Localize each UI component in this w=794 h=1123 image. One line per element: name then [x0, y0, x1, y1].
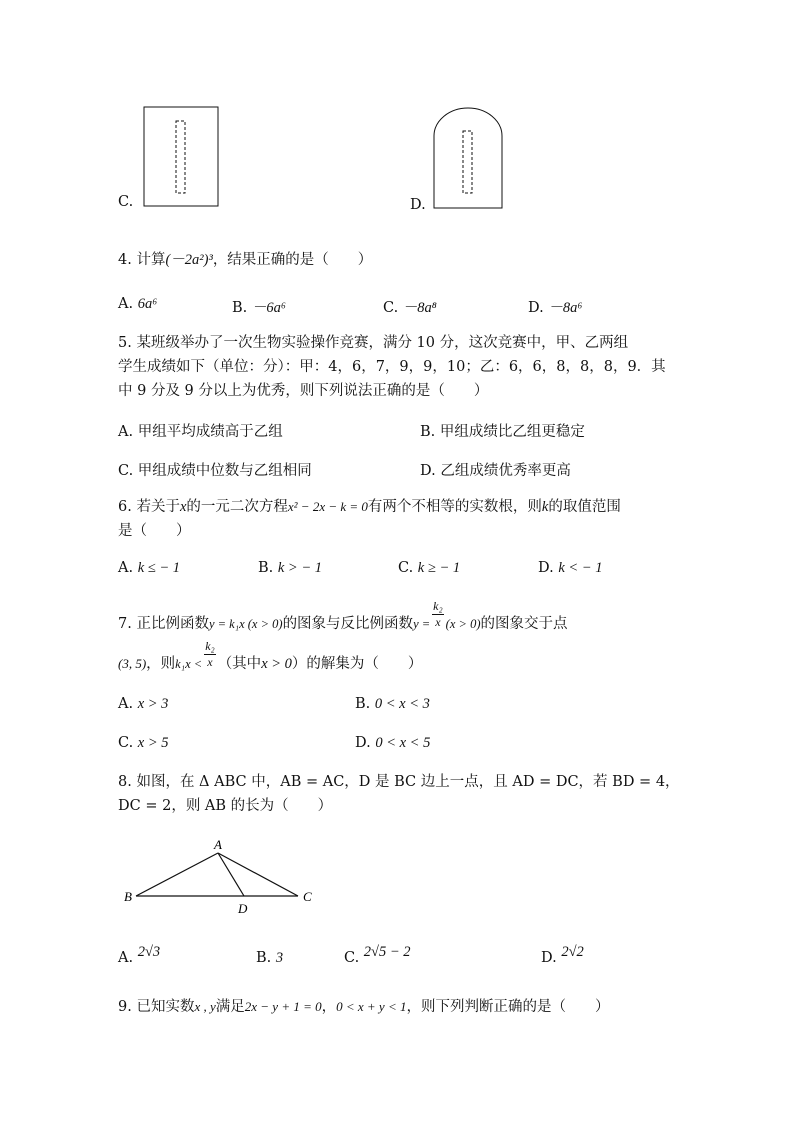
q6-option-d: D. k < − 1	[538, 560, 603, 576]
q8-option-d: D. 2√2	[541, 944, 584, 966]
q7-fraction: $\frac{\text{k₂}}{x}$	[433, 599, 443, 629]
q5-stem-line3: 中 9 分及 9 分以上为优秀，则下列说法正确的是（ ）	[118, 383, 489, 399]
q4-option-a: A. 6a⁶	[118, 296, 158, 312]
q5-stem-line1: 5. 某班级举办了一次生物实验操作竞赛，满分 10 分，这次竞赛中，甲、乙两组	[118, 335, 629, 351]
q5-option-b: B. 甲组成绩比乙组更稳定	[420, 424, 585, 440]
q8-stem-line1: 8. 如图，在 Δ ABC 中，AB = AC，D 是 BC 边上一点，且 AD = DC，若 BD = 4，	[118, 774, 680, 790]
q7-fraction-2: $\frac{\text{k₂}}{x}$	[205, 639, 215, 669]
q8-option-a: A. 2√3	[118, 944, 161, 966]
q8-stem-line2: DC = 2，则 AB 的长为（ ）	[118, 798, 333, 814]
q6-option-c: C. k ≥ − 1	[398, 560, 461, 576]
q5-option-c: C. 甲组成绩中位数与乙组相同	[118, 463, 312, 479]
figure-option-c	[140, 100, 230, 210]
vertex-a-label: A	[214, 837, 222, 852]
q7-option-a: A. x > 3	[118, 696, 169, 712]
vertex-b-label: B	[124, 889, 132, 904]
triangle-figure	[120, 835, 320, 920]
q9-stem: 9. 已知实数x , y满足2x − y + 1 = 0，0 < x + y < 1，则下列判断正确的是（ ）	[118, 999, 610, 1015]
q8-option-c: C. 2√5 − 2	[344, 944, 411, 966]
figure-option-d	[430, 100, 510, 212]
q7-option-d: D. 0 < x < 5	[355, 735, 431, 751]
q4-option-b: B. －6a⁶	[232, 300, 286, 316]
q6-option-a: A. k ≤ − 1	[118, 560, 181, 576]
q6-stem-line1: 6. 若关于x的一元二次方程x² − 2x − k = 0有两个不相等的实数根，则k的取值范围	[118, 499, 621, 515]
q7-option-c: C. x > 5	[118, 735, 169, 751]
q5-option-a: A. 甲组平均成绩高于乙组	[118, 424, 283, 440]
q3-option-d-label: D.	[410, 197, 426, 213]
q5-stem-line2: 学生成绩如下（单位：分）：甲：4，6，7，9，9，10；乙：6，6，8，8，8，9．其	[118, 359, 666, 375]
q7-stem-line2: (3, 5)，则k₁x < $\frac{\text{k₂}}{x}$ （其中x > 0）的解集为（ ）	[118, 639, 423, 672]
q4-option-d: D. －8a⁶	[528, 300, 583, 316]
q6-stem-line2: 是（ ）	[118, 523, 191, 539]
q4-option-c: C. －8a⁸	[383, 300, 437, 316]
vertex-c-label: C	[303, 889, 312, 904]
q5-option-d: D. 乙组成绩优秀率更高	[420, 463, 571, 479]
q7-stem-line1: 7. 正比例函数y = k₁x (x > 0)的图象与反比例函数y = $\frac{\text{k₂}}{x}$ (x > 0)的图象交于点	[118, 599, 568, 632]
q7-option-b: B. 0 < x < 3	[355, 696, 430, 712]
q4-stem: 4. 计算(－2a²)³，结果正确的是（ ）	[118, 252, 373, 268]
q6-option-b: B. k > − 1	[258, 560, 323, 576]
q8-option-b: B. 3	[256, 950, 284, 966]
q3-option-c-label: C.	[118, 194, 134, 210]
vertex-d-label: D	[238, 901, 248, 916]
